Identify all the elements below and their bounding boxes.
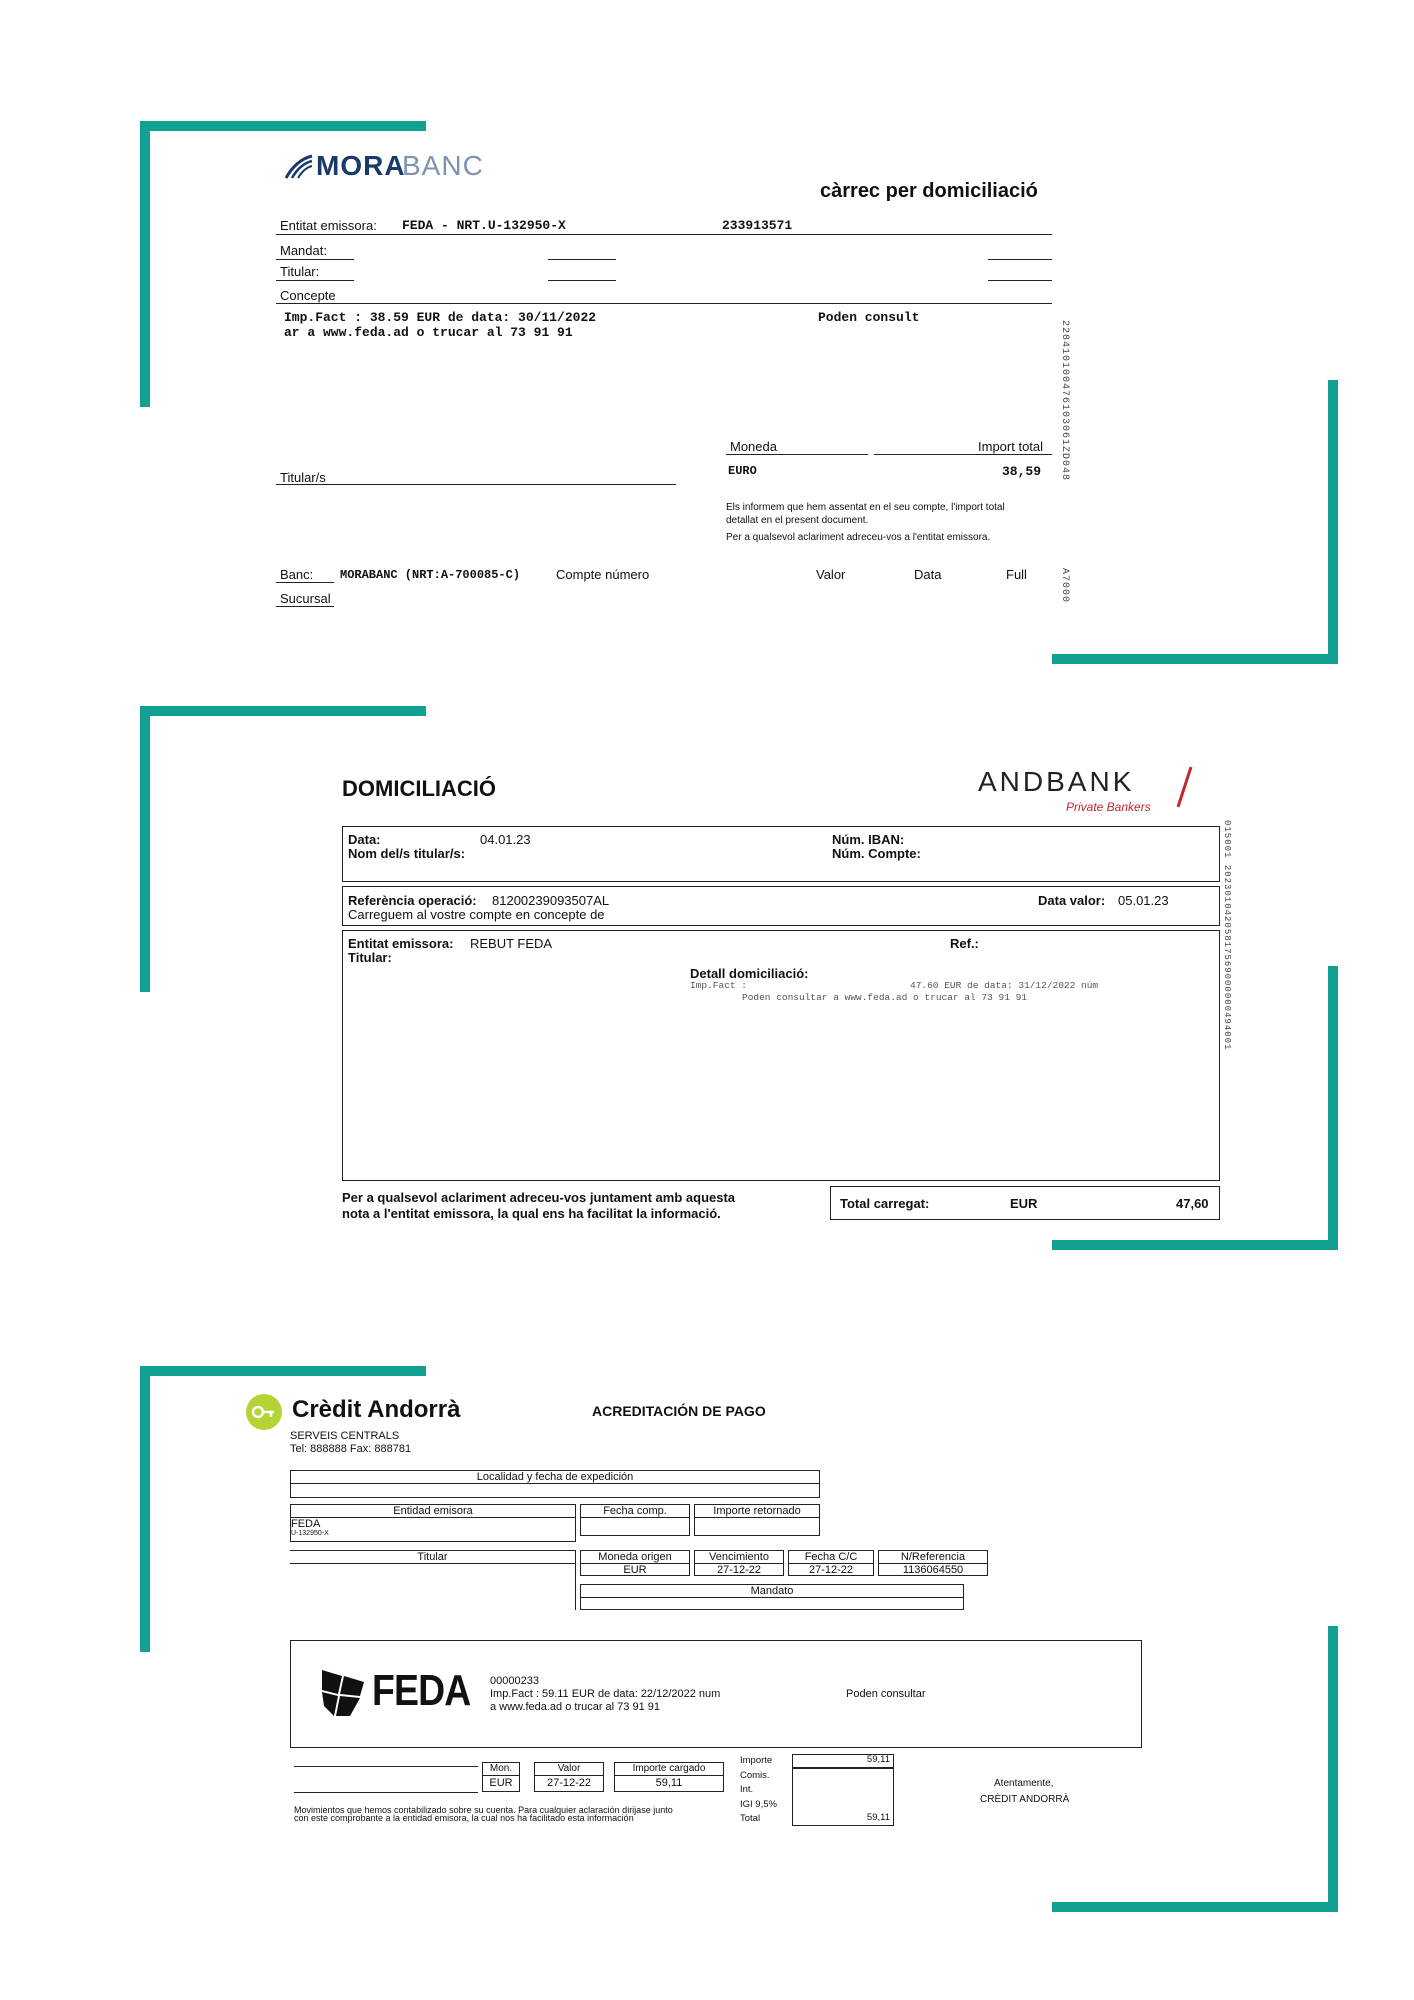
- mora-titulars-label: Titular/s: [280, 470, 326, 485]
- credit-tel: Tel: 888888 Fax: 888781: [290, 1443, 412, 1455]
- mora-full-label: Full: [1006, 567, 1027, 582]
- andbank-entitat-label: Entitat emissora:: [348, 936, 454, 951]
- morabanc-wave-icon: [284, 154, 314, 180]
- divider: [874, 454, 1052, 455]
- morabanc-logo-bold: MORA: [316, 150, 406, 181]
- divider: [276, 606, 334, 607]
- andbank-title: DOMICILIACIÓ: [342, 776, 496, 801]
- credit-localidad-label: Localidad y fecha de expedición: [291, 1471, 819, 1484]
- credit-atentamente: Atentamente,: [994, 1778, 1054, 1789]
- credit-titular-label: Titular: [290, 1551, 575, 1564]
- credit-nref-value: 1136064550: [902, 1564, 964, 1576]
- andbank-data-valor-label: Data valor:: [1038, 893, 1106, 908]
- frame-1-right-corner: [1328, 380, 1338, 664]
- credit-moneda-value: EUR: [623, 1564, 647, 1576]
- credit-mon-label: Mon.: [483, 1763, 519, 1776]
- credit-entidad-label: Entidad emisora: [291, 1505, 575, 1518]
- andbank-header-box: [342, 826, 1220, 882]
- credit-comis-label: Comis.: [740, 1769, 770, 1781]
- divider: [276, 280, 354, 281]
- credit-fecha-comp-box: [580, 1504, 690, 1536]
- credit-moneda-box: [580, 1550, 690, 1576]
- credit-feda-line2: Imp.Fact : 59.11 EUR de data: 22/12/2022 num: [490, 1688, 721, 1700]
- mora-mandat-label: Mandat:: [280, 243, 327, 258]
- frame-2-bottom-corner: [1052, 1240, 1338, 1250]
- andbank-compte-label: Núm. Compte:: [832, 846, 921, 861]
- mora-entitat-label: Entitat emissora:: [280, 218, 377, 233]
- andbank-footer-line2: nota a l'entitat emissora, la qual ens ha facilitat la informació.: [342, 1206, 721, 1221]
- morabanc-title: càrrec per domiciliació: [820, 180, 1038, 202]
- credit-feda-line1: 00000233: [490, 1675, 539, 1687]
- divider: [548, 280, 616, 281]
- divider: [294, 1792, 478, 1793]
- frame-3-right-corner: [1328, 1626, 1338, 1912]
- mora-concepte-line1: Imp.Fact : 38.59 EUR de data: 30/11/2022: [284, 310, 597, 325]
- credit-fecha-comp-label: Fecha comp.: [581, 1505, 689, 1518]
- credit-poden: Poden consultar: [846, 1688, 926, 1700]
- credit-imp-cargado-value: 59,11: [655, 1777, 683, 1789]
- credit-valor-value: 27-12-22: [546, 1777, 592, 1789]
- mora-moneda-label: Moneda: [730, 439, 777, 454]
- andbank-detall-label: Detall domiciliació:: [690, 966, 809, 981]
- credit-imp-cargado-label: Importe cargado: [615, 1763, 723, 1776]
- mora-info-line2: detallat en el present document.: [726, 515, 869, 526]
- frame-3-left-corner: [140, 1366, 150, 1652]
- andbank-ref-op-value: 81200239093507AL: [492, 893, 610, 908]
- credit-andorra-logo: Crèdit Andorrà: [292, 1396, 461, 1423]
- credit-imp-cargado-box: [614, 1762, 724, 1792]
- andbank-slash-icon: [1177, 767, 1193, 808]
- credit-importe-ret-label: Importe retornado: [695, 1505, 819, 1518]
- credit-total-label: Total: [740, 1813, 761, 1824]
- frame-2-right-corner: [1328, 966, 1338, 1250]
- andbank-detall-line1-right: 47.60 EUR de data: 31/12/2022 núm: [910, 980, 1099, 991]
- credit-fecha-cc-label: Fecha C/C: [789, 1551, 873, 1564]
- credit-vencimiento-value: 27-12-22: [716, 1564, 762, 1576]
- frame-3-top-corner: [140, 1366, 426, 1376]
- andbank-entitat-value: REBUT FEDA: [470, 936, 553, 951]
- credit-vencimiento-label: Vencimiento: [695, 1551, 783, 1564]
- andbank-logo-sub: Private Bankers: [1066, 800, 1151, 814]
- mora-small-code: A7000: [1059, 568, 1070, 604]
- mora-import-label: Import total: [978, 439, 1044, 454]
- mora-banc-value: MORABANC (NRT:A-700085-C): [340, 568, 521, 582]
- andbank-detall-line2: Poden consultar a www.feda.ad o trucar al 73 91 91: [742, 992, 1028, 1003]
- credit-nref-box: [878, 1550, 988, 1576]
- divider: [276, 484, 676, 485]
- andbank-iban-label: Núm. IBAN:: [832, 832, 905, 847]
- credit-titular-box: [290, 1550, 576, 1610]
- mora-banc-label: Banc:: [280, 567, 314, 582]
- credit-entidad-value: FEDA: [291, 1518, 321, 1530]
- andbank-data-valor-value: 05.01.23: [1118, 893, 1169, 908]
- credit-nref-label: N/Referencia: [879, 1551, 987, 1564]
- andbank-ref-label: Ref.:: [950, 936, 979, 951]
- mora-entitat-code: 233913571: [722, 218, 793, 233]
- credit-fecha-cc-value: 27-12-22: [808, 1564, 854, 1576]
- divider: [276, 582, 334, 583]
- frame-1-bottom-corner: [1052, 654, 1338, 664]
- credit-importe-label: Importe: [740, 1755, 773, 1766]
- mora-entitat-value: FEDA - NRT.U-132950-X: [402, 218, 566, 233]
- divider: [988, 280, 1052, 281]
- andbank-data-value: 04.01.23: [480, 832, 531, 847]
- frame-3-bottom-corner: [1052, 1902, 1338, 1912]
- andbank-total-currency: EUR: [1010, 1196, 1038, 1211]
- mora-data-label: Data: [914, 567, 942, 582]
- credit-mandato-label: Mandato: [581, 1585, 963, 1598]
- andbank-total-label: Total carregat:: [840, 1196, 930, 1211]
- credit-doc-title: ACREDITACIÓN DE PAGO: [592, 1403, 766, 1419]
- mora-compte-label: Compte número: [556, 567, 650, 582]
- credit-mon-value: EUR: [489, 1777, 513, 1789]
- mora-info-line1: Els informem que hem assentat en el seu compte, l'import total: [726, 502, 1005, 513]
- feda-logo: FEDA: [372, 1666, 471, 1715]
- mora-valor-label: Valor: [816, 567, 846, 582]
- credit-valor-label: Valor: [535, 1763, 603, 1776]
- frame-2-top-corner: [140, 706, 426, 716]
- credit-moneda-label: Moneda origen: [581, 1551, 689, 1564]
- frame-1-left-corner: [140, 121, 150, 407]
- credit-summary-labels: [740, 1754, 777, 1827]
- credit-int-label: Int.: [740, 1784, 754, 1795]
- credit-valor-box: [534, 1762, 604, 1792]
- mora-info-line3: Per a qualsevol aclariment adreceu-vos a l'entitat emissora.: [726, 532, 991, 543]
- divider: [342, 1180, 1220, 1181]
- andbank-data-label: Data:: [348, 832, 381, 847]
- mora-sucursal-label: Sucursal: [280, 591, 331, 606]
- credit-andorra-logo-icon: [246, 1394, 282, 1430]
- mora-import-value: 38,59: [1002, 464, 1042, 479]
- andbank-total-value: 47,60: [1176, 1196, 1209, 1211]
- divider: [548, 259, 616, 260]
- credit-importe-value: 59,11: [866, 1754, 890, 1765]
- credit-mandato-box: [580, 1584, 964, 1610]
- credit-serveis: SERVEIS CENTRALS: [290, 1430, 400, 1442]
- andbank-footer-line1: Per a qualsevol aclariment adreceu-vos juntament amb aquesta: [342, 1190, 736, 1205]
- credit-mov-line1: Movimientos que hemos contabilizado sobre su cuenta. Para cualquier aclaración dirijase junto: [294, 1805, 673, 1815]
- credit-vencimiento-box: [694, 1550, 784, 1576]
- credit-importe-ret-box: [694, 1504, 820, 1536]
- credit-entidad-box: [290, 1504, 576, 1542]
- mora-poden: Poden consult: [818, 310, 920, 325]
- andbank-detall-line1-left: Imp.Fact :: [690, 980, 748, 991]
- credit-fecha-cc-box: [788, 1550, 874, 1576]
- divider: [294, 1766, 478, 1767]
- andbank-titular-label: Titular:: [348, 950, 392, 965]
- credit-localidad-box: [290, 1470, 820, 1498]
- credit-feda-line3: a www.feda.ad o trucar al 73 91 91: [490, 1701, 660, 1713]
- credit-mov-line2: con este comprobante a la entidad emisora, la cual nos ha facilitado esta información: [294, 1813, 634, 1823]
- mora-titular-label: Titular:: [280, 264, 320, 279]
- andbank-vertical-code: 015001 20230104205817569000000494001: [1222, 820, 1232, 1051]
- andbank-carreguem: Carreguem al vostre compte en concepte de: [348, 907, 605, 922]
- feda-logo-icon: [320, 1666, 370, 1720]
- divider: [988, 259, 1052, 260]
- frame-1-top-corner: [140, 121, 426, 131]
- mora-concepte-label: Concepte: [280, 288, 336, 303]
- morabanc-logo-light: BANC: [402, 150, 484, 181]
- credit-sign: CRÈDIT ANDORRÀ: [980, 1794, 1070, 1805]
- key-icon: [246, 1394, 282, 1430]
- credit-total-value: 59,11: [866, 1812, 890, 1823]
- andbank-logo: ANDBANK: [978, 766, 1135, 797]
- mora-vertical-code: 228410100476103061ZD048: [1059, 320, 1070, 482]
- mora-concepte-line2: ar a www.feda.ad o trucar al 73 91 91: [284, 325, 573, 340]
- mora-moneda-value: EURO: [728, 464, 757, 478]
- divider: [276, 234, 1052, 235]
- credit-igi-label: IGI 9,5%: [740, 1798, 777, 1810]
- divider: [726, 454, 868, 455]
- andbank-ref-op-label: Referència operació:: [348, 893, 477, 908]
- divider: [276, 303, 1052, 304]
- credit-entidad-code: U-132950-X: [291, 1530, 329, 1537]
- credit-mon-box: [482, 1762, 520, 1792]
- andbank-nom-label: Nom del/s titular/s:: [348, 846, 466, 861]
- frame-2-left-corner: [140, 706, 150, 992]
- divider: [276, 259, 354, 260]
